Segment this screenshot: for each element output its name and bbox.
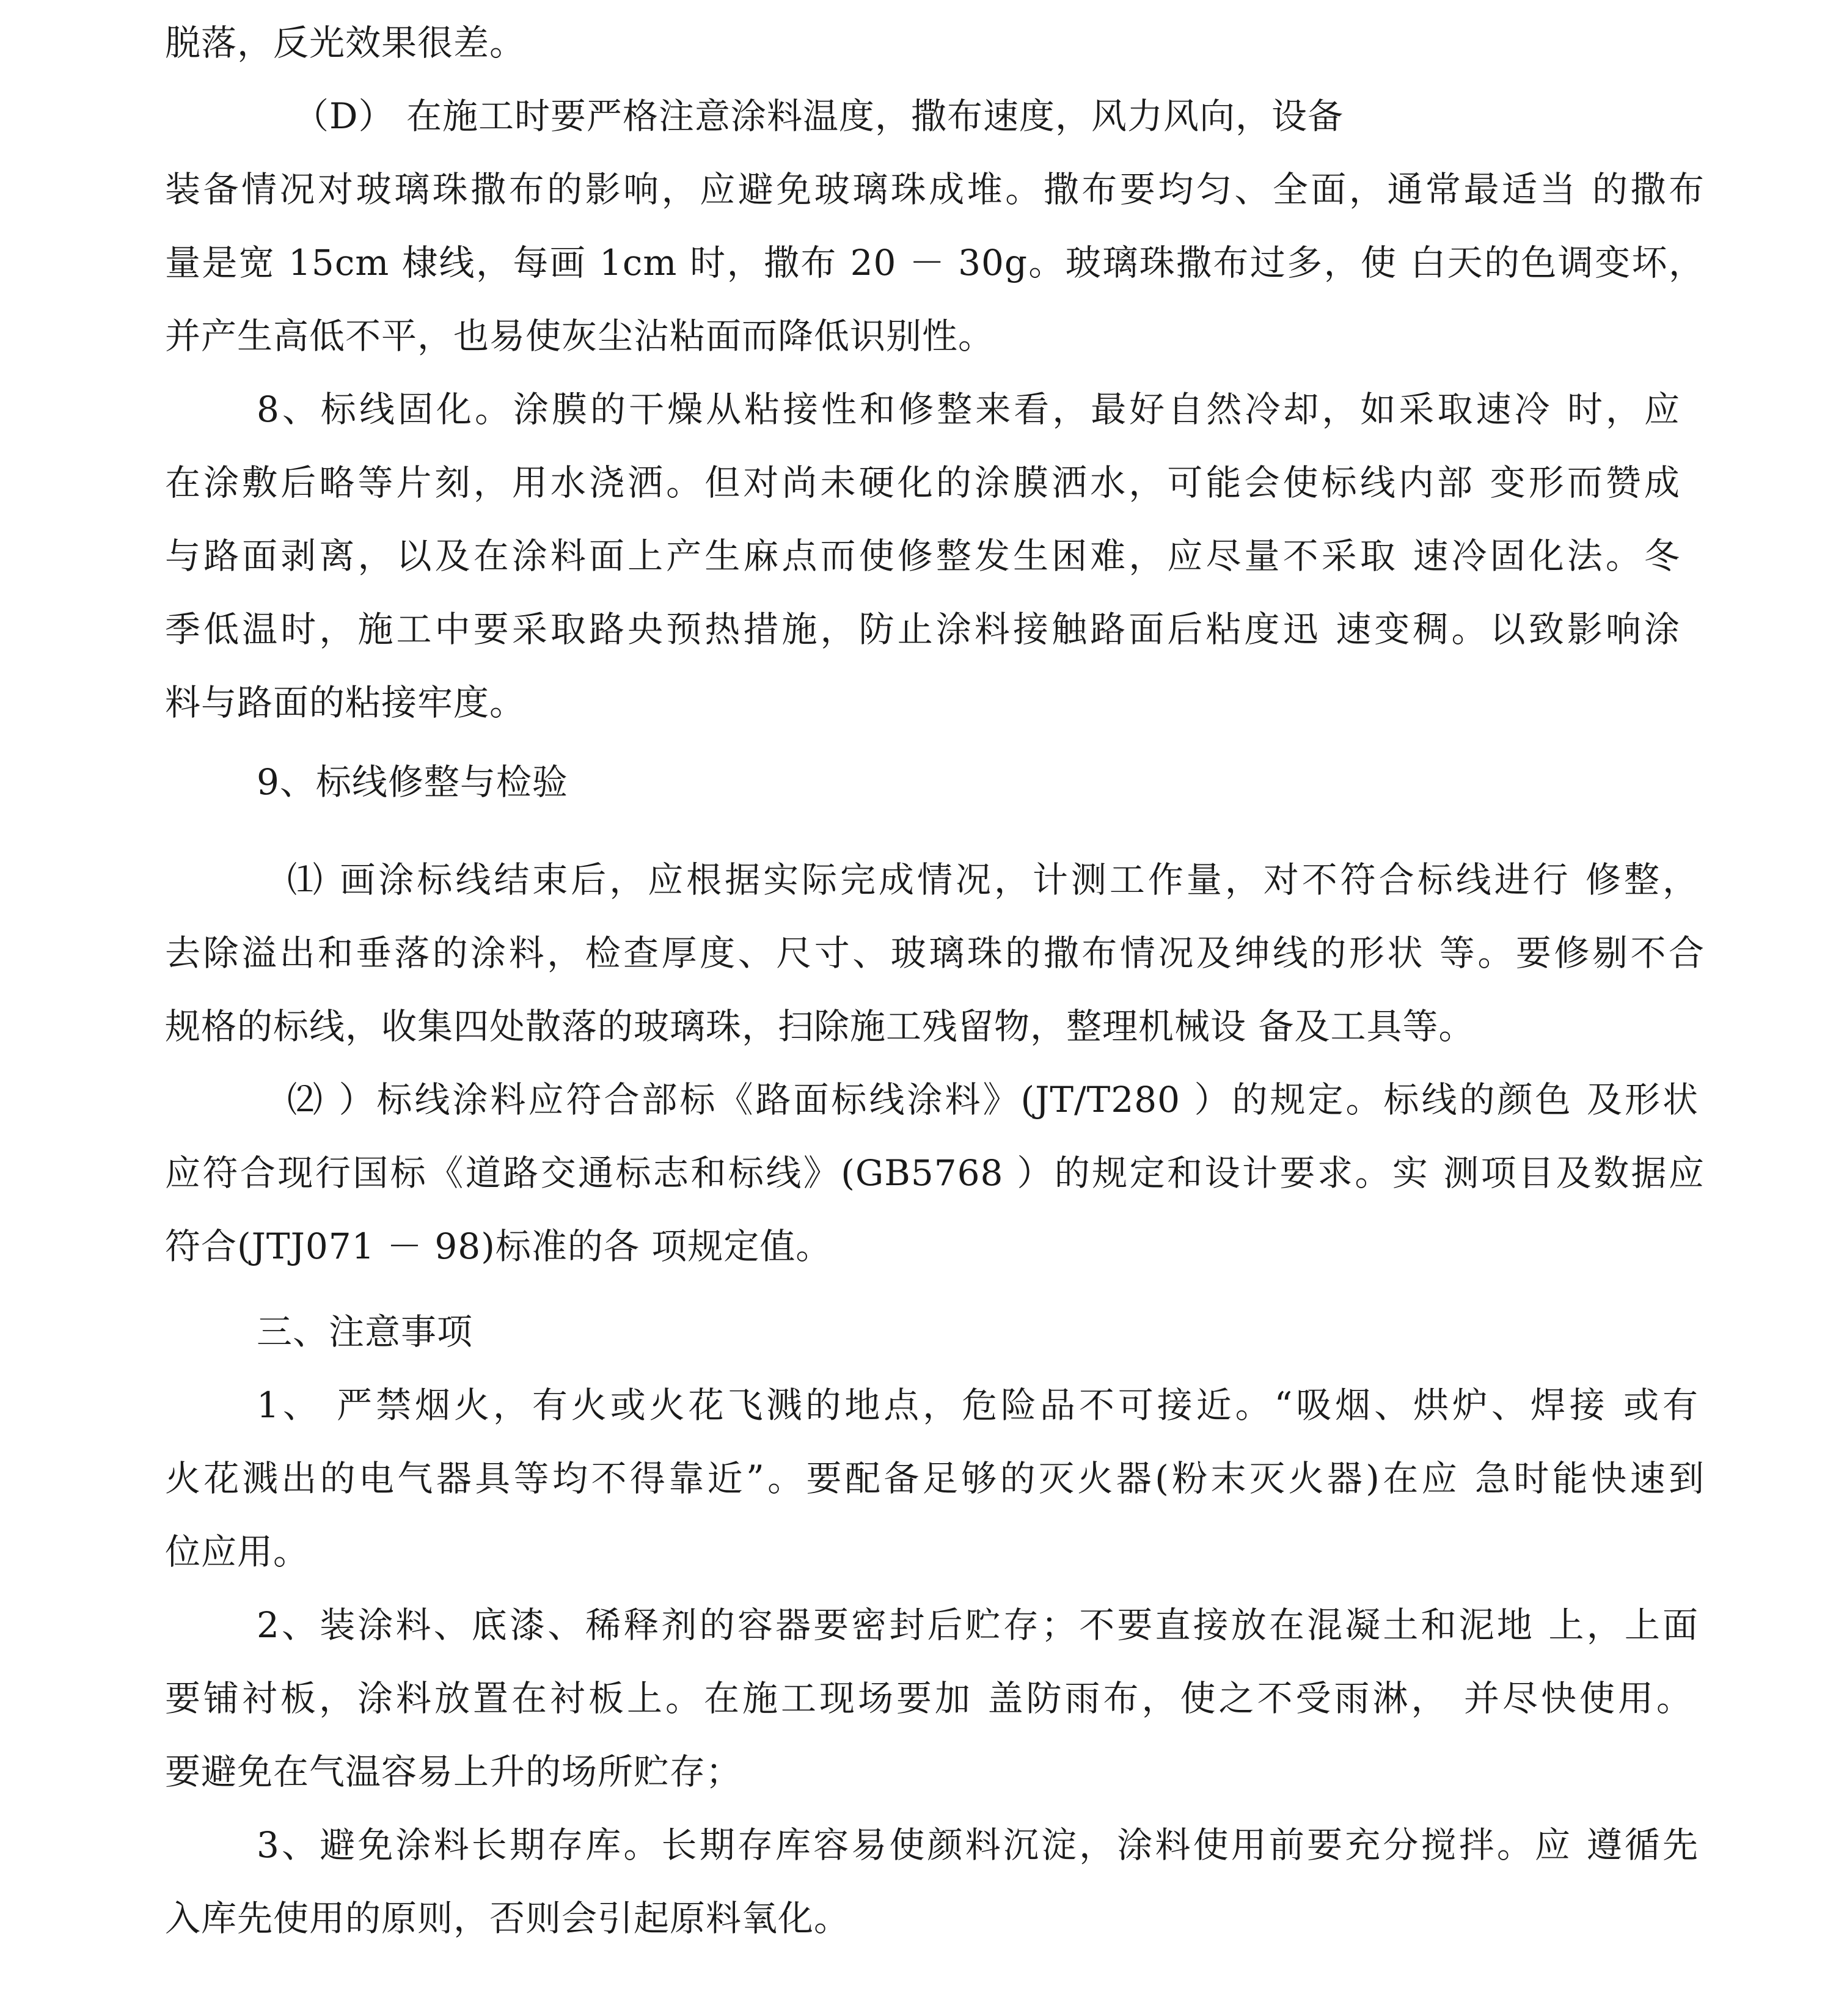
section-heading: 9、标线修整与检验: [257, 761, 568, 803]
text-line: 位应用。: [165, 1531, 310, 1572]
text-line: 脱落，反光效果很差。: [165, 22, 526, 64]
text-line: 量是宽 15cm 棣线，每画 1cm 时，撒布 20 － 30g。玻璃珠撒布过多，使 白天的色调变坏，: [165, 242, 1705, 283]
text-line: 8、标线固化。涂膜的干燥从粘接性和修整来看，最好自然冷却，如采取速冷 时，应: [257, 389, 1680, 430]
text-line: ⑴ 画涂标线结束后，应根据实际完成情况，计测工作量，对不符合标线进行 修整，: [287, 859, 1699, 900]
text-line: 2、装涂料、底漆、稀释剂的容器要密封后贮存；不要直接放在混凝土和泥地 上，上面: [257, 1604, 1699, 1646]
text-line: 应符合现行国标《道路交通标志和标线》(GB5768 ）的规定和设计要求。实 测项目及数据应: [165, 1152, 1705, 1194]
text-line: （D） 在施工时要严格注意涂料温度，撒布速度，风力风向，设备: [293, 95, 1344, 137]
text-line: 装备情况对玻璃珠撒布的影响，应避免玻璃珠成堆。撒布要均匀、全面，通常最适当 的撒布: [165, 169, 1705, 210]
text-line: 料与路面的粘接牢度。: [165, 682, 526, 723]
text-line: 要铺衬板，涂料放置在衬板上。在施工现场要加 盖防雨布，使之不受雨淋， 并尽快使用。: [165, 1678, 1692, 1719]
text-line: 入库先使用的原则，否则会引起原料氧化。: [165, 1897, 850, 1939]
text-line: ⑵ ）标线涂料应符合部标《路面标线涂料》(JT/T280 ）的规定。标线的颜色 及形状: [287, 1079, 1699, 1120]
text-line: 火花溅出的电气器具等均不得靠近”。要配备足够的灭火器(粉末灭火器)在应 急时能快速到: [165, 1458, 1705, 1499]
text-line: 并产生高低不平，也易使灰尘沾粘面而降低识别性。: [165, 315, 995, 357]
text-line: 3、避免涂料长期存库。长期存库容易使颜料沉淀，涂料使用前要充分搅拌。应 遵循先: [257, 1824, 1699, 1866]
text-line: 季低温时，施工中要采取路央预热措施，防止涂料接触路面后粘度迅 速变稠。以致影响涂: [165, 608, 1680, 650]
text-line: 在涂敷后略等片刻，用水浇洒。但对尚未硬化的涂膜洒水，可能会使标线内部 变形而赞成: [165, 462, 1680, 503]
text-line: 去除溢出和垂落的涂料，检查厚度、尺寸、玻璃珠的撒布情况及绅线的形状 等。要修剔不合: [165, 932, 1705, 974]
text-line: 1、 严禁烟火，有火或火花飞溅的地点，危险品不可接近。“吸烟、烘炉、焊接 或有: [257, 1384, 1699, 1426]
text-line: 符合(JTJ071 － 98)标准的各 项规定值。: [165, 1225, 832, 1267]
text-line: 与路面剥离，以及在涂料面上产生麻点而使修整发生困难，应尽量不采取 速冷固化法。冬: [165, 535, 1680, 577]
section-heading: 三、注意事项: [257, 1311, 474, 1353]
text-line: 要避免在气温容易上升的场所贮存；: [165, 1751, 742, 1792]
text-line: 规格的标线，收集四处散落的玻璃珠，扫除施工残留物，整理机械设 备及工具等。: [165, 1006, 1475, 1047]
